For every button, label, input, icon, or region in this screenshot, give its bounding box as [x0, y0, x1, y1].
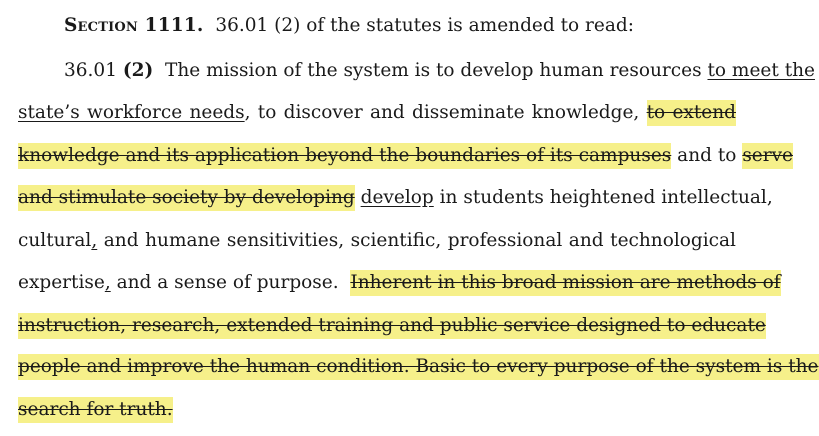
section-text: 36.01 (2) of the statutes is amended to read: — [215, 15, 634, 36]
deleted-text-extend-b: knowledge and its application beyond the boundaries of its campuses — [18, 143, 671, 169]
inserted-text-needs: state’s workforce needs — [18, 102, 245, 123]
statute-students-text: in students heightened intellectual, — [439, 187, 773, 208]
deleted-text-inherent-c: people and improve the human condition. Basic to every purpose of the system is the — [18, 354, 819, 380]
deleted-text-extend-a: to extend — [647, 100, 736, 126]
statute-line-7 — [18, 312, 766, 340]
statute-line-8 — [18, 353, 819, 381]
deleted-text-inherent-a: Inherent in this broad mission are methods of — [350, 270, 780, 296]
inserted-text-develop: develop — [360, 187, 434, 208]
statute-purpose-text: and a sense of purpose. — [116, 272, 339, 293]
statute-line-3 — [18, 142, 793, 170]
statute-line-2 — [18, 99, 736, 127]
deleted-text-serve-a: serve — [742, 143, 793, 169]
statute-discover-text: , to discover and disseminate knowledge, — [244, 102, 640, 123]
statute-line-4 — [18, 184, 773, 212]
section-label: Section 1111. — [64, 15, 204, 36]
section-heading — [64, 12, 634, 40]
statute-line-1 — [64, 57, 815, 85]
statute-ref: 36.01 — [64, 60, 117, 81]
inserted-comma-2: , — [104, 272, 111, 293]
deleted-text-inherent-b: instruction, research, extended training and public service designed to educate — [18, 313, 766, 339]
statute-subsection: (2) — [122, 60, 154, 81]
deleted-text-serve-b: and stimulate society by developing — [18, 185, 355, 211]
statute-humane-text: and humane sensitivities, scientific, professional and technological — [103, 230, 736, 251]
inserted-comma-1: , — [91, 230, 98, 251]
statute-line-9 — [18, 396, 173, 424]
statute-intro-text: The mission of the system is to develop human resources — [165, 60, 702, 81]
statute-cultural-text: cultural — [18, 230, 92, 251]
inserted-text-meet: to meet the — [707, 60, 815, 81]
statute-line-6 — [18, 269, 781, 297]
deleted-text-inherent-d: search for truth. — [18, 397, 173, 423]
statute-line-5 — [18, 227, 736, 255]
statute-expertise-text: expertise — [18, 272, 105, 293]
statute-and-to-text: and to — [677, 145, 737, 166]
